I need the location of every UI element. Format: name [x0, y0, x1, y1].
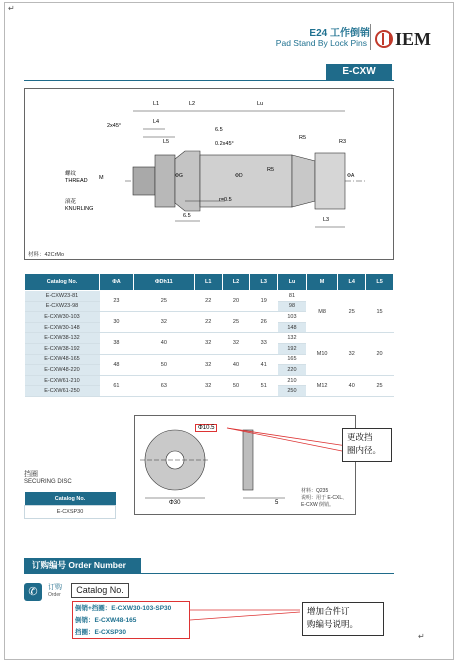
label-phiD: ΦD: [235, 173, 243, 179]
table-row: [25, 291, 394, 302]
order-line: 挡圈：E-CXSP30: [75, 629, 126, 636]
cell: 41: [250, 354, 278, 375]
col-header: Catalog No.: [25, 274, 100, 291]
cell: 32: [194, 354, 222, 375]
cell: M12: [306, 375, 338, 396]
order-divider: [24, 573, 394, 574]
spec-table: [24, 273, 394, 397]
cell: 48: [100, 354, 134, 375]
catalog-cell: E-CXW30-103: [25, 312, 100, 323]
neck-section: [175, 151, 200, 211]
col-header: L2: [222, 274, 250, 291]
label-r5b: R5: [267, 167, 275, 173]
label-d65a: 6.5: [215, 127, 223, 133]
cell: 20: [222, 291, 250, 312]
label-r05: r=0.5: [219, 197, 232, 203]
cell: 63: [133, 375, 194, 396]
corner-mark: ↵: [8, 4, 15, 13]
cell: 132: [278, 333, 307, 344]
catalog-cell: E-CXW23-81: [25, 291, 100, 302]
cell: 165: [278, 354, 307, 365]
brand-name: IEM: [395, 28, 431, 49]
cell: 25: [366, 375, 394, 396]
col-header: L1: [194, 274, 222, 291]
table-row: [25, 375, 394, 386]
disc-material-line: E-CXW 倒销。: [301, 502, 335, 508]
cell: 30: [100, 312, 134, 333]
col-header: Lu: [278, 274, 307, 291]
cell: 220: [278, 365, 307, 376]
annotation-note-2: [302, 602, 384, 636]
cell: M8: [306, 291, 338, 333]
label-thread-en: THREAD: [65, 178, 88, 184]
col-header: ΦDh11: [133, 274, 194, 291]
label-r5a: R5: [299, 135, 307, 141]
cell: 32: [338, 333, 366, 375]
order-line: 倒销：E-CXW48-165: [75, 617, 137, 624]
disc-material: [301, 488, 347, 509]
cell: 15: [366, 291, 394, 333]
col-header: L3: [250, 274, 278, 291]
label-r3: R3: [339, 139, 347, 145]
cell: 33: [250, 333, 278, 354]
disc-title-en: SECURING DISC: [24, 479, 72, 485]
col-header: L5: [366, 274, 394, 291]
note-line: 购编号说明。: [307, 619, 359, 629]
cell: 38: [100, 333, 134, 354]
order-label-cn: 订购: [48, 584, 62, 591]
disc-material-line: 说明：用于 E-CXL、: [301, 495, 348, 501]
cell: 32: [194, 333, 222, 354]
disc-table-value: E-CXSP30: [25, 506, 116, 519]
callout-lines-2: [190, 606, 302, 626]
cell: 250: [278, 386, 307, 397]
label-lu: Lu: [257, 101, 264, 107]
cell: 148: [278, 322, 307, 333]
cell: 22: [194, 291, 222, 312]
cell: 210: [278, 375, 307, 386]
label-m: M: [99, 175, 104, 181]
logo-icon: [375, 30, 393, 48]
disc-material-line: 材料：Q235: [301, 488, 329, 494]
label-l1: L1: [153, 101, 160, 107]
cell: 40: [222, 354, 250, 375]
pin-tip: [315, 153, 345, 209]
label-l4: L4: [153, 119, 160, 125]
taper-section: [292, 155, 315, 207]
label-knurling: [65, 199, 93, 213]
page-title: E24 工作倒销: [309, 28, 370, 39]
catalog-cell: E-CXW48-165: [25, 354, 100, 365]
cell: 40: [338, 375, 366, 396]
label-d65b: 6.5: [183, 213, 191, 219]
cell: 26: [250, 312, 278, 333]
note-line: 更改挡: [347, 432, 373, 442]
disc-table: [24, 492, 116, 519]
cell: M10: [306, 333, 338, 375]
catalog-cell: E-CXW48-220: [25, 365, 100, 376]
disc-table-header: Catalog No.: [25, 492, 116, 506]
label-thread: [65, 171, 88, 185]
model-badge: E-CXW: [326, 64, 392, 80]
disc-drawing: [134, 415, 356, 515]
label-l3: L3: [323, 217, 330, 223]
catalog-cell: E-CXW23-98: [25, 301, 100, 312]
cell: 32: [133, 312, 194, 333]
cell: 22: [194, 312, 222, 333]
brand-logo: [375, 28, 431, 50]
thick-dim: 5: [275, 500, 279, 506]
catalog-cell: E-CXW61-210: [25, 375, 100, 386]
phone-icon: ✆: [24, 583, 42, 601]
hole-dim: Φ10.5: [195, 424, 217, 432]
catalog-cell: E-CXW38-132: [25, 333, 100, 344]
material-note: 材料：42CrMo: [28, 252, 65, 258]
note-line: 增加合件订: [307, 606, 350, 616]
col-header: ΦA: [100, 274, 134, 291]
cell: 50: [222, 375, 250, 396]
order-section-title: 订购编号 Order Number: [24, 558, 141, 573]
order-examples: [72, 601, 190, 639]
cell: 192: [278, 343, 307, 354]
cell: 20: [366, 333, 394, 375]
label-phiG: ΦG: [175, 173, 183, 179]
cell: 103: [278, 312, 307, 323]
cell: 23: [100, 291, 134, 312]
catalog-cell: E-CXW61-250: [25, 386, 100, 397]
catalog-cell: E-CXW38-192: [25, 343, 100, 354]
cell: 98: [278, 301, 307, 312]
order-label-en: Order: [48, 592, 61, 598]
header-divider: [370, 24, 371, 50]
label-thread-cn: 螺纹: [65, 171, 77, 177]
cell: 61: [100, 375, 134, 396]
disc-side-view: [243, 430, 253, 490]
thread-section: [133, 167, 155, 195]
model-divider: [24, 80, 394, 81]
label-l2: L2: [189, 101, 196, 107]
knurled-head: [155, 155, 175, 207]
cell: 81: [278, 291, 307, 302]
label-knurling-cn: 滚花: [65, 199, 77, 205]
catalog-cell: E-CXW30-148: [25, 322, 100, 333]
cell: 19: [250, 291, 278, 312]
label-chamfer: 2x45°: [107, 123, 122, 129]
note-line: 圈内径。: [347, 445, 382, 455]
cell: 51: [250, 375, 278, 396]
col-header: M: [306, 274, 338, 291]
technical-drawing: [24, 88, 394, 260]
label-l5: L5: [163, 139, 170, 145]
annotation-note-1: [342, 428, 392, 462]
order-line: 倒销+挡圈：E-CXW30-103-SP30: [75, 605, 172, 612]
cell: 50: [133, 354, 194, 375]
disc-title-cn: 挡圈: [24, 471, 38, 478]
label-phiA: ΦA: [347, 173, 355, 179]
cell: 40: [133, 333, 194, 354]
label-chamfer2: 0.2x45°: [215, 141, 234, 147]
label-knurling-en: KNURLING: [65, 206, 94, 212]
pin-body: [200, 155, 292, 207]
cell: 32: [222, 333, 250, 354]
col-header: L4: [338, 274, 366, 291]
page-subtitle: Pad Stand By Lock Pins: [275, 38, 367, 48]
catalog-label: Catalog No.: [71, 583, 129, 598]
cell: 25: [133, 291, 194, 312]
cell: 25: [338, 291, 366, 333]
cell: 32: [194, 375, 222, 396]
outer-dim: Φ30: [169, 500, 181, 506]
corner-mark: ↵: [418, 632, 425, 641]
cell: 25: [222, 312, 250, 333]
table-row: [25, 333, 394, 344]
